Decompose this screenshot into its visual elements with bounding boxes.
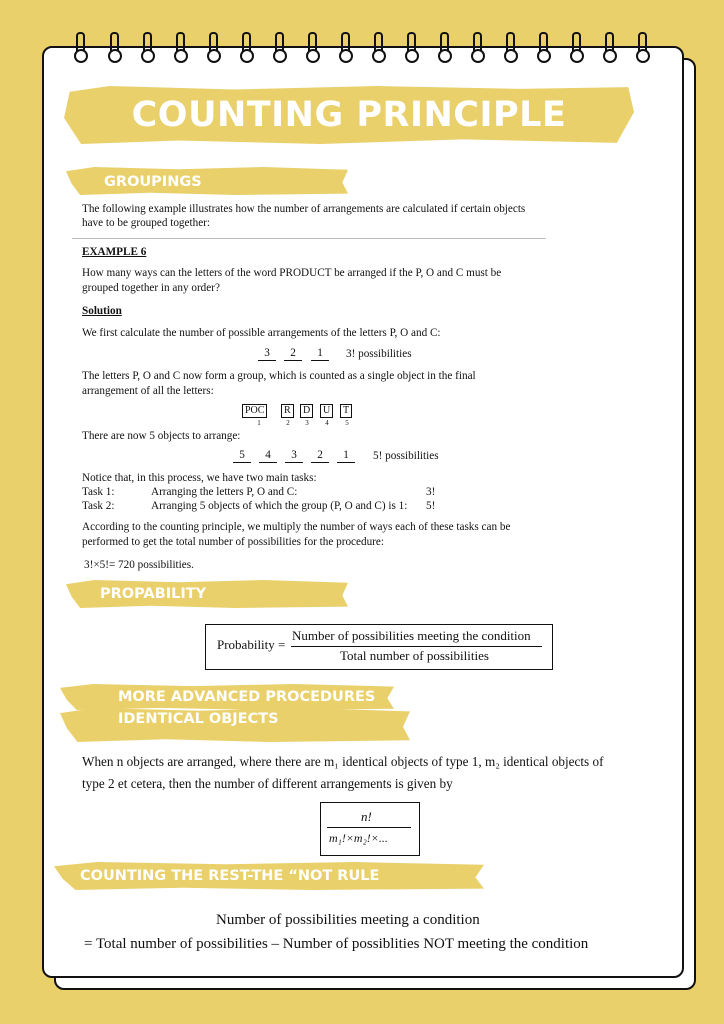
groupings-intro: The following example illustrates how the number of arrangements are calculated if certain objects <box>82 203 526 215</box>
identical-text: type 2 et cetera, then the number of different arrangements is given by <box>82 776 453 791</box>
ring-icon <box>405 32 417 66</box>
probability-numerator: Number of possibilities meeting the condition <box>292 628 531 643</box>
box-number: 3 <box>305 419 309 427</box>
box-number: 4 <box>325 419 329 427</box>
not-rule-line: Number of possibilities meeting a condition <box>216 912 480 928</box>
blank-slot: 2 <box>284 347 302 361</box>
ring-icon <box>141 32 153 66</box>
ring-icon <box>306 32 318 66</box>
task-text: Arranging the letters P, O and C: <box>151 486 298 498</box>
ring-icon <box>537 32 549 66</box>
page-title: COUNTING PRINCIPLE <box>131 95 567 135</box>
ring-icon <box>273 32 285 66</box>
section-title-identical: IDENTICAL OBJECTS <box>118 711 279 727</box>
task-label: Task 1: <box>82 486 115 498</box>
ring-icon <box>570 32 582 66</box>
ring-icon <box>504 32 516 66</box>
spiral-binding <box>74 32 654 72</box>
not-rule-line: = Total number of possibilities – Number of possiblities NOT meeting the condition <box>84 936 589 952</box>
solution-text: We first calculate the number of possible arrangements of the letters P, O and C: <box>82 327 441 339</box>
object-box: D <box>300 404 313 418</box>
example-question: How many ways can the letters of the word PRODUCT be arranged if the P, O and C must be <box>82 267 502 279</box>
groupings-intro: have to be grouped together: <box>82 217 210 229</box>
blank-slot: 1 <box>337 449 355 463</box>
fraction-line <box>327 827 411 828</box>
box-number: 2 <box>286 419 290 427</box>
result-text: 3!×5!= 720 possibilities. <box>84 559 194 571</box>
solution-text: Notice that, in this process, we have two main tasks: <box>82 472 317 484</box>
section-title-propability: PROPABILITY <box>100 586 207 602</box>
object-box: R <box>281 404 294 418</box>
object-box: U <box>320 404 333 418</box>
possibilities-label: 3! possibilities <box>346 348 412 360</box>
probability-lhs: Probability = <box>217 637 286 652</box>
blank-slot: 5 <box>233 449 251 463</box>
ring-icon <box>438 32 450 66</box>
section-title-groupings: GROUPINGS <box>104 174 202 190</box>
object-box: T <box>340 404 352 418</box>
blank-slot: 3 <box>285 449 303 463</box>
section-title-not-rule: COUNTING THE REST-THE “NOT RULE <box>80 868 380 884</box>
identical-denominator: m₁!×m₂!×... <box>329 831 388 845</box>
ring-icon <box>240 32 252 66</box>
probability-denominator: Total number of possibilities <box>340 648 489 663</box>
solution-label: Solution <box>82 305 122 317</box>
ring-icon <box>74 32 86 66</box>
task-label: Task 2: <box>82 500 115 512</box>
example-heading: EXAMPLE 6 <box>82 246 147 258</box>
ring-icon <box>471 32 483 66</box>
identical-text: When n objects are arranged, where there are m₁ identical objects of type 1, m₂ identical objects of <box>82 754 604 769</box>
blank-slot: 3 <box>258 347 276 361</box>
blank-slot: 1 <box>311 347 329 361</box>
ring-icon <box>636 32 648 66</box>
fraction-line <box>291 646 542 647</box>
box-number: 5 <box>345 419 349 427</box>
task-text: Arranging 5 objects of which the group (P, O and C) is 1: <box>151 500 408 512</box>
blank-slot: 2 <box>311 449 329 463</box>
example-question: grouped together in any order? <box>82 282 220 294</box>
solution-text: There are now 5 objects to arrange: <box>82 430 241 442</box>
divider <box>72 238 546 239</box>
solution-text: performed to get the total number of possibilities for the procedure: <box>82 536 384 548</box>
solution-text: arrangement of all the letters: <box>82 385 214 397</box>
ring-icon <box>372 32 384 66</box>
box-number: 1 <box>257 419 261 427</box>
ring-icon <box>207 32 219 66</box>
task-value: 3! <box>426 486 436 498</box>
identical-numerator: n! <box>361 809 372 824</box>
ring-icon <box>108 32 120 66</box>
blank-slot: 4 <box>259 449 277 463</box>
ring-icon <box>339 32 351 66</box>
ring-icon <box>603 32 615 66</box>
solution-text: According to the counting principle, we multiply the number of ways each of these tasks can be <box>82 521 511 533</box>
task-value: 5! <box>426 500 436 512</box>
solution-text: The letters P, O and C now form a group, which is counted as a single object in the final <box>82 370 476 382</box>
ring-icon <box>174 32 186 66</box>
object-box: POC <box>242 404 267 418</box>
section-title-advanced: MORE ADVANCED PROCEDURES <box>118 689 376 705</box>
possibilities-label: 5! possibilities <box>373 450 439 462</box>
